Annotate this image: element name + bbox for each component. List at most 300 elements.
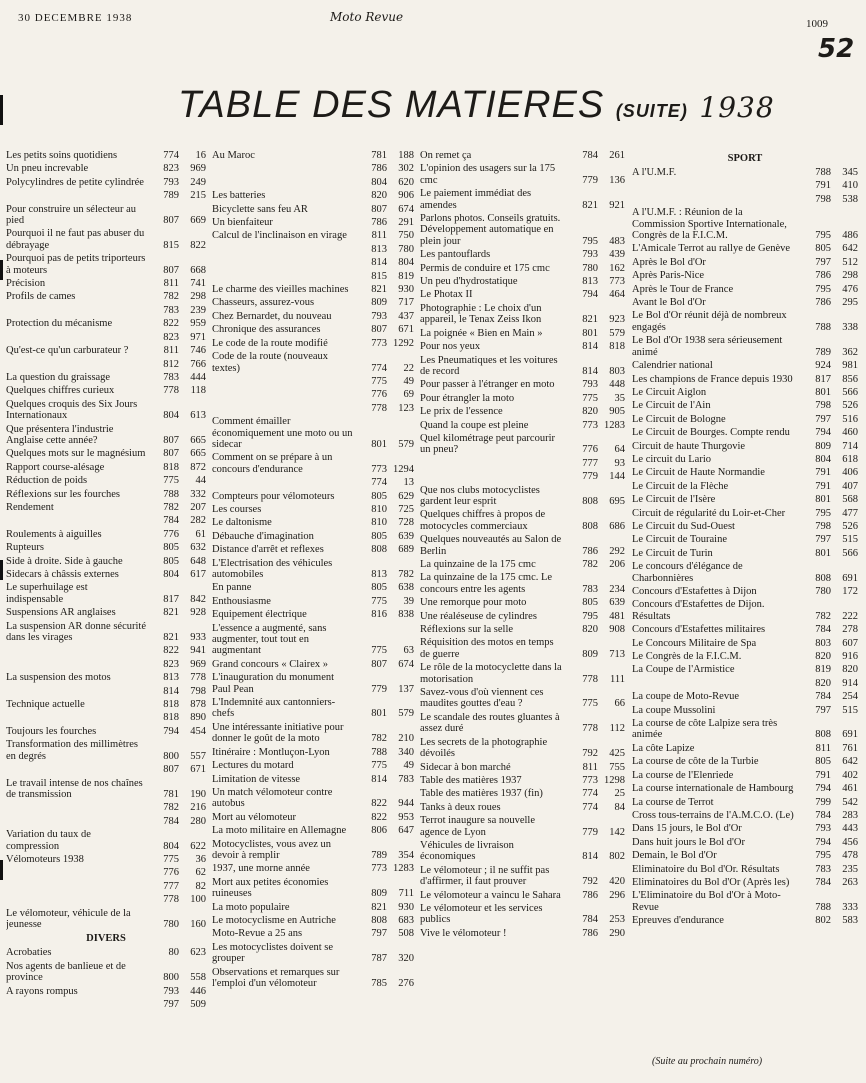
page-ref: 292 [609,545,625,557]
page-ref: 928 [190,607,206,619]
page-ref: 819 [398,270,414,282]
index-entry [632,823,858,834]
issue-number: 808 [815,729,831,741]
page-ref: 579 [398,438,414,450]
page-ref: 332 [190,488,206,500]
entry-title: Motocyclistes, vous avez un devoir à remplir [212,838,331,861]
page-ref: 613 [190,410,206,422]
entry-title: Le motocyclisme en Autriche [212,914,336,926]
issue-number: 793 [582,379,598,391]
entry-title [632,678,798,689]
issue-number: 803 [815,637,831,649]
issue-number: 798 [815,193,831,205]
entry-title: Itinéraire : Montluçon-Lyon [212,746,330,758]
entry-title: La course de côte de la Turbie [632,756,759,768]
page-header [0,8,866,64]
page-ref: 778 [190,672,206,684]
page-ref: 63 [403,645,414,657]
entry-title: La suspension des motos [6,672,111,684]
issue-number: 821 [371,284,387,296]
page-ref: 448 [609,379,625,391]
index-entry [212,504,414,515]
page-ref: 557 [190,750,206,762]
page-ref: 959 [190,318,206,330]
index-entry [6,867,206,878]
index-entry [420,303,625,326]
issue-number: 795 [815,230,831,242]
index-entry [632,167,858,178]
page-ref: 579 [398,708,414,720]
index-entry [420,662,625,685]
page-ref: 526 [842,400,858,412]
page-ref: 639 [398,530,414,542]
index-entry [212,582,414,593]
index-entry [632,521,858,532]
issue-number: 785 [371,978,387,989]
issue-number: 801 [371,438,387,450]
page-ref: 842 [190,593,206,605]
issue-number: 776 [163,528,179,540]
entry-title: Concours d'Estafettes à Dijon [632,586,757,597]
entry-title: Vélomoteurs 1938 [6,853,84,865]
issue-number: 775 [163,475,179,487]
entry-title: Réflexions sur les fourches [6,488,121,500]
index-entry [420,379,625,390]
page-ref: 338 [842,321,858,333]
page-ref: 345 [842,167,858,178]
page-ref: 320 [398,953,414,965]
index-entry [420,420,625,431]
entry-title: Que présentera l'industrie Anglaise cette année? [6,423,114,446]
page-ref: 69 [403,389,414,401]
index-entry [212,284,414,295]
page-ref: 780 [398,243,414,255]
issue-number: 811 [371,230,387,242]
issue-number: 797 [815,413,831,425]
issue-number: 815 [163,239,179,251]
entry-title: Le Bol d'Or 1938 sera sérieusement animé [632,335,783,358]
page-ref: 890 [190,712,206,724]
page-ref: 402 [842,769,858,781]
entry-title: Le Circuit de Bologne [632,413,726,425]
issue-number: 782 [163,291,179,303]
issue-number: 822 [371,798,387,810]
page-ref: 253 [609,914,625,926]
entry-title: Suspensions AR anglaises [6,607,116,619]
index-entry [632,284,858,295]
entry-title: Eliminatoires du Bol d'Or (Après les) [632,876,790,888]
issue-number: 779 [582,826,598,838]
page-ref: 526 [842,520,858,532]
index-entry [420,213,625,247]
issue-number: 810 [371,503,387,515]
entry-title: Limitation de vitesse [212,773,301,785]
entry-title: Quelques croquis des Six Jours Internationaux [6,398,138,422]
index-entry [420,687,625,710]
entry-title: Une réaléseuse de cylindres [420,610,537,622]
page-ref: 558 [190,972,206,984]
page-ref: 639 [609,597,625,609]
entry-title: Quelques chiffres à propos de motocycles commerciaux [420,509,546,532]
index-entry [632,599,858,622]
issue-number: 816 [371,609,387,621]
issue-number: 775 [371,375,387,387]
entry-title: L'Eliminatoire du Bol d'Or à Moto-Revue [632,890,781,913]
entry-title: La course internationale de Hambourg [632,783,794,795]
folio-number: 52 [818,34,855,64]
issue-number: 782 [815,610,831,622]
index-entry [6,621,206,644]
binding-mark [0,860,3,880]
index-entry [212,839,414,862]
index-entry [6,829,206,852]
index-entry [6,672,206,683]
entry-title: Au Maroc [212,150,255,161]
page-ref: 674 [398,203,414,215]
index-entry [632,441,858,452]
page-ref: 916 [842,651,858,663]
issue-number: 782 [163,802,179,814]
issue-number: 818 [163,712,179,724]
entry-title: Le vélomoteur et les services publics [420,902,543,926]
page-ref: 766 [190,358,206,370]
index-entry [212,531,414,542]
entry-title: Epreuves d'endurance [632,915,724,927]
entry-title: Le paiement immédiat des amendes [420,188,532,211]
page-ref: 969 [190,658,206,670]
page-ref: 638 [398,582,414,594]
entry-title: Toujours les fourches [6,725,97,737]
issue-number: 773 [371,337,387,349]
entry-title: Concours d'Estafettes de Dijon. Résultats [632,599,765,622]
page-ref: 648 [190,555,206,567]
index-entry [632,508,858,519]
issue-number: 780 [582,262,598,274]
entry-title: Chronique des assurances [212,324,321,336]
issue-number: 807 [163,215,179,227]
issue-number: 805 [163,542,179,554]
index-entry [420,775,625,786]
index-entry [6,699,206,710]
page-ref: 617 [190,569,206,580]
page-ref: 953 [398,811,414,823]
entry-title: Roulements à aiguilles [6,528,102,540]
index-entry [6,150,206,161]
index-entry [212,812,414,823]
index-entry [6,318,206,329]
entry-title: Sidecar à bon marché [420,761,511,773]
issue-number: 800 [163,750,179,762]
index-entry [212,863,414,874]
index-entry [6,607,206,618]
page-ref: 112 [609,723,625,735]
index-entry [420,865,625,888]
entry-title: Après Paris-Nice [632,270,705,282]
issue-number: 793 [163,176,179,188]
index-entry [212,915,414,926]
entry-title: La course de côte Lalpize sera très animée [632,718,778,741]
issue-number: 819 [815,664,831,676]
page-ref: 691 [842,572,858,584]
index-entry [6,332,206,343]
index-entry [212,452,414,475]
entry-title: L'inauguration du monument Paul Pean [212,672,335,695]
page-ref: 298 [842,270,858,282]
issue-number: 811 [582,761,598,773]
entry-title [6,764,146,775]
index-entry [420,903,625,926]
page-ref: 444 [190,371,206,383]
page-ref: 111 [610,673,625,685]
page-ref: 118 [190,385,206,397]
page-ref: 691 [842,729,858,741]
index-entry [212,230,414,241]
index-column-3 [420,150,625,1050]
issue-number: 783 [582,583,598,595]
entry-title: A l'U.M.F. : Réunion de la Commission Sportive Internationale, Congrès de la F.I.C.M. [632,207,787,242]
page-ref: 878 [190,699,206,711]
page-ref: 234 [609,583,625,595]
issue-number: 809 [582,648,598,660]
issue-number: 779 [371,683,387,695]
index-entry [632,180,858,191]
index-column-1 [6,150,206,1050]
page-ref: 822 [190,239,206,251]
page-ref: 406 [842,467,858,479]
index-entry [6,881,206,892]
issue-number: 821 [582,314,598,326]
page-ref: 629 [398,490,414,502]
page-title [178,84,775,127]
entry-title [212,389,354,400]
issue-number: 775 [371,595,387,607]
page-ref: 206 [609,559,625,570]
issue-number: 807 [371,658,387,670]
issue-number: 793 [582,249,598,261]
index-entry [6,475,206,486]
entry-title: A l'U.M.F. [632,167,677,178]
page-ref: 13 [403,477,414,489]
index-entry [6,529,206,540]
page-ref: 295 [842,297,858,309]
entry-title: Grand concours « Clairex » [212,658,329,670]
page-ref: 746 [190,345,206,357]
index-entry [632,467,858,478]
page-ref: 1283 [604,419,625,431]
issue-number: 786 [582,927,598,939]
issue-number: 776 [371,389,387,401]
entry-title: La coupe de Moto-Revue [632,691,740,703]
entry-title: Le prix de l'essence [420,406,503,418]
issue-number: 777 [163,880,179,892]
entry-title: Les Pneumatiques et les voitures de record [420,354,558,377]
index-entry [6,305,206,316]
entry-title [6,190,146,201]
page-ref: 755 [609,761,625,773]
entry-title: Réflexions sur la selle [420,624,514,636]
index-entry [632,360,858,371]
page-ref: 566 [842,386,858,398]
issue-number: 808 [815,572,831,584]
page-ref: 671 [190,764,206,776]
index-entry [632,414,858,425]
index-entry [212,150,414,161]
index-entry [6,515,206,526]
entry-title: La côte Lapize [632,742,695,754]
issue-number: 797 [815,704,831,716]
issue-number: 789 [163,190,179,202]
issue-number: 801 [815,547,831,559]
index-entry [420,559,625,570]
issue-number: 795 [815,850,831,862]
entry-title: Mort aux petites économies ruineuses [212,876,329,900]
entry-title: En panne [212,582,252,594]
entry-title: Qu'est-ce qu'un carburateur ? [6,345,129,357]
entry-title: Code de la route (nouveaux textes) [212,351,329,374]
issue-number: 783 [163,371,179,383]
index-entry [420,433,625,456]
page-ref: 923 [609,314,625,326]
issue-number: 810 [371,517,387,529]
binding-mark [0,95,3,125]
page-ref: 944 [398,798,414,810]
page-ref: 172 [842,586,858,597]
issue-number: 795 [815,283,831,295]
index-entry [632,770,858,781]
entry-title: Pour construire un sélecteur au pied [6,203,137,227]
entry-title: Enthousiasme [212,595,271,607]
page-ref: 969 [190,163,206,175]
index-entry [212,338,414,349]
entry-title: Calendrier national [632,360,713,372]
issue-number: 798 [815,520,831,532]
entry-title: Les batteries [212,190,266,202]
page-ref: 446 [190,985,206,997]
issue-number: 817 [163,593,179,605]
index-entry [420,289,625,300]
index-entry [212,942,414,965]
index-entry [212,190,414,201]
issue-number: 794 [815,427,831,439]
entry-title: Un peu d'hydrostatique [420,276,518,288]
entry-title: Eliminatoire du Bol d'Or. Résultats [632,863,780,875]
issue-number: 775 [371,760,387,772]
page-ref: 283 [842,809,858,821]
issue-number: 780 [815,586,831,597]
index-entry [632,481,858,492]
index-entry [632,743,858,754]
index-entry [632,705,858,716]
issue-number: 797 [815,534,831,546]
entry-title: Variation du taux de compression [6,829,91,852]
index-entry [6,163,206,174]
page-ref: 642 [842,243,858,255]
entry-title: Le Circuit de Bourges. Compte rendu [632,427,790,439]
entry-title: La suspension AR donne sécurité dans les virages [6,620,146,644]
index-entry [420,840,625,863]
page-ref: 333 [842,901,858,913]
entry-title: Protection du mécanisme [6,318,113,330]
entry-title: Le Circuit de l'Ain [632,400,711,412]
entry-title: Le Circuit de Touraine [632,534,727,546]
issue-number: 924 [815,360,831,372]
page-ref: 354 [398,849,414,861]
page-ref: 620 [398,176,414,188]
entry-title: Bicyclette sans feu AR [212,203,308,215]
index-entry [420,572,625,595]
index-entry [632,243,858,254]
entry-title [6,659,146,670]
entry-title: Compteurs pour vélomoteurs [212,490,335,502]
entry-title [420,471,565,482]
entry-title: Les courses [212,503,262,515]
page-ref: 583 [842,915,858,927]
page-ref: 516 [842,413,858,425]
entry-title: Nos agents de banlieue et de province [6,960,126,984]
issue-number: 821 [163,632,179,644]
issue-number: 804 [163,840,179,852]
entry-title: Le vélomoteur ; il ne suffit pas d'affirmer, il faut prouver [420,864,550,888]
index-entry [632,427,858,438]
entry-title: Une intéressante initiative pour donner le goût de la moto [212,721,344,745]
issue-number: 820 [371,190,387,202]
index-entry [420,393,625,404]
index-entry [420,890,625,901]
entry-title: Le vélomoteur, véhicule de la jeunesse [6,907,131,930]
entry-title [6,305,146,316]
page-ref: 93 [614,457,625,469]
issue-number: 814 [582,851,598,863]
entry-title: La moto populaire [212,901,290,913]
page-ref: 278 [842,624,858,636]
entry-title: Le code de la route modifié [212,337,328,349]
index-entry [632,194,858,205]
index-entry [420,485,625,508]
issue-number: 793 [815,823,831,835]
page-ref: 62 [195,867,206,879]
issue-number: 822 [163,645,179,657]
entry-title: On remet ça [420,150,472,161]
entry-title [212,477,354,488]
index-entry [212,177,414,188]
index-entry [632,783,858,794]
index-entry [420,163,625,186]
issue-number: 788 [371,746,387,758]
index-entry [420,355,625,378]
entry-title: La moto militaire en Allemagne [212,825,347,837]
index-entry [420,341,625,352]
index-entry [6,582,206,605]
entry-title: Une remorque pour moto [420,597,527,609]
issue-number: 80 [168,947,179,959]
page-ref: 280 [190,815,206,827]
issue-number: 782 [163,501,179,513]
index-entry [6,894,206,905]
page-ref: 239 [190,304,206,316]
page-ref: 296 [609,889,625,901]
index-entry [420,928,625,939]
entry-title [6,686,146,697]
page-ref: 64 [614,444,625,456]
page-ref: 568 [842,494,858,506]
binding-mark [0,560,3,580]
issue-number: 795 [582,610,598,622]
issue-number: 818 [163,461,179,473]
entry-title: Le Circuit de Haute Normandie [632,467,765,479]
page-ref: 711 [398,888,414,900]
index-entry [6,556,206,567]
entry-title: Quelques nouveautés au Salon de Berlin [420,534,562,557]
